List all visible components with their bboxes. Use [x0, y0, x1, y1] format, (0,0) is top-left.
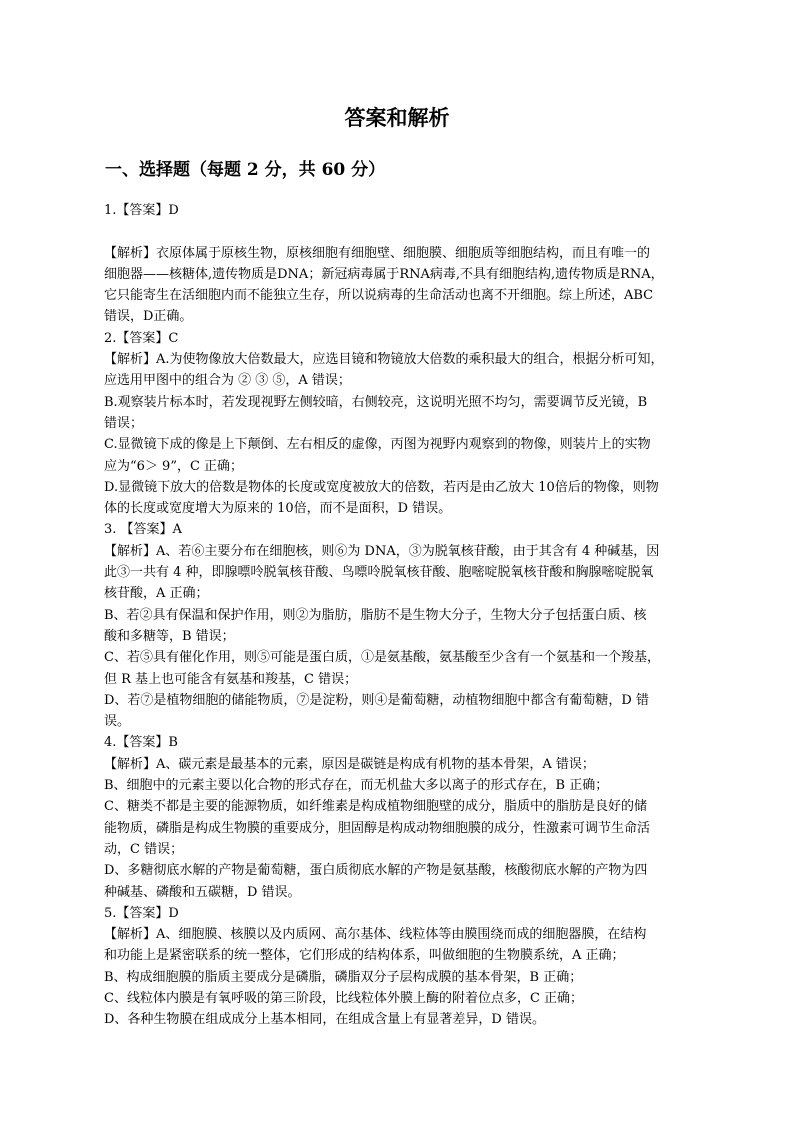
text-line: 1.【答案】D: [104, 203, 179, 218]
text-line: 错误；: [104, 415, 144, 431]
text-line: 错误，D正确。: [104, 309, 193, 325]
text-line: 能物质，磷脂是构成生物膜的重要成分，胆固醇是构成动物细胞膜的成分，性激素可调节生命活: [104, 820, 651, 836]
text-line: D、各种生物膜在组成成分上基本相同，在组成含量上有显著差异，D 错误。: [104, 1012, 545, 1028]
text-line: D、多糖彻底水解的产物是葡萄糖，蛋白质彻底水解的产物是氨基酸，核酸彻底水解的产物为四: [104, 863, 648, 879]
text-line: 核苷酸，A 正确；: [104, 586, 209, 602]
section-heading: 一、选择题（每题 2 分，共 60 分）: [105, 160, 386, 180]
text-line: C.显微镜下成的像是上下颠倒、左右相反的虚像，丙图为视野内观察到的物像，则装片上的实物: [104, 437, 651, 453]
text-line: D.显微镜下放大的倍数是物体的长度或宽度被放大的倍数，若丙是由乙放大 10倍后的物像，则物: [104, 479, 659, 495]
text-line: C、线粒体内膜是有氧呼吸的第三阶段，比线粒体外膜上酶的附着位点多，C 正确；: [104, 990, 584, 1006]
text-line: C、糖类不都是主要的能源物质，如纤维素是构成植物细胞壁的成分，脂质中的脂肪是良好的储: [104, 799, 647, 815]
text-line: 4.【答案】B: [104, 735, 178, 751]
text-line: 应选用甲图中的组合为 ② ③ ⑤，A 错误；: [104, 373, 351, 389]
answer-body: [104, 200, 696, 1031]
text-line: 和功能上是紧密联系的统一整体，它们形成的结构体系，叫做细胞的生物膜系统，A 正确；: [104, 948, 625, 964]
text-line: B、若②具有保温和保护作用，则②为脂肪，脂肪不是生物大分子，生物大分子包括蛋白质、核: [104, 607, 647, 623]
text-line: 种碱基、磷酸和五碳糖，D 错误。: [104, 884, 301, 900]
text-line: 它只能寄生在活细胞内而不能独立生存，所以说病毒的生命活动也离不开细胞。综上所述，ABC: [104, 288, 654, 304]
text-line: 2.【答案】C: [104, 330, 179, 346]
text-line: 误。: [104, 714, 131, 730]
text-line: 体的长度或宽度增大为原来的 10倍，而不是面积，D 错误。: [104, 501, 452, 517]
text-line: 【解析】衣原体属于原核生物，原核细胞有细胞壁、细胞膜、细胞质等细胞结构，而且有唯一的: [104, 245, 651, 261]
text-line: 【解析】A、碳元素是最基本的元素，原因是碳链是构成有机物的基本骨架，A 错误；: [104, 756, 595, 772]
text-line: B.观察装片标本时，若发现视野左侧较暗，右侧较亮，这说明光照不均匀，需要调节反光镜，B: [104, 394, 648, 410]
text-line: B、构成细胞膜的脂质主要成分是磷脂，磷脂双分子层构成膜的基本骨架，B 正确；: [104, 969, 583, 985]
text-line: 细胞器——核糖体,遗传物质是DNA；新冠病毒属于RNA病毒,不具有细胞结构,遗传物质是RNA，: [104, 266, 664, 282]
text-line: D、若⑦是植物细胞的储能物质，⑦是淀粉，则④是葡萄糖，动植物细胞中都含有葡萄糖，D 错: [104, 692, 649, 708]
text-line: 5.【答案】D: [104, 905, 179, 921]
text-line: 【解析】A、细胞膜、核膜以及内质网、高尔基体、线粒体等由膜围绕而成的细胞器膜，在结构: [104, 927, 647, 943]
text-line: 应为“6＞ 9”，C 正确；: [104, 458, 244, 474]
text-line: 此③一共有 4 种，即腺嘌呤脱氧核苷酸、鸟嘌呤脱氧核苷酸、胞嘧啶脱氧核苷酸和胸腺嘧啶脱氧: [104, 565, 654, 581]
text-line: [104, 221, 696, 242]
page-title: 答案和解析: [344, 105, 450, 130]
text-line: B、细胞中的元素主要以化合物的形式存在，而无机盐大多以离子的形式存在，B 正确；: [104, 778, 609, 794]
text-line: 【解析】A、若⑥主要分布在细胞核，则⑥为 DNA，③为脱氧核苷酸，由于其含有 4 种碱基，因: [104, 543, 660, 559]
text-line: 酸和多糖等，B 错误；: [104, 628, 235, 644]
text-line: 【解析】A.为使物像放大倍数最大，应选目镜和物镜放大倍数的乘积最大的组合，根据分析可知，: [104, 352, 664, 368]
text-line: 但 R 基上也可能含有氨基和羧基，C 错误；: [104, 671, 358, 687]
text-line: C、若⑤具有催化作用，则⑤可能是蛋白质，①是氨基酸，氨基酸至少含有一个氨基和一个羧基，: [104, 650, 660, 666]
text-line: 3. 【答案】A: [104, 522, 182, 538]
text-line: 动，C 错误；: [104, 841, 184, 857]
